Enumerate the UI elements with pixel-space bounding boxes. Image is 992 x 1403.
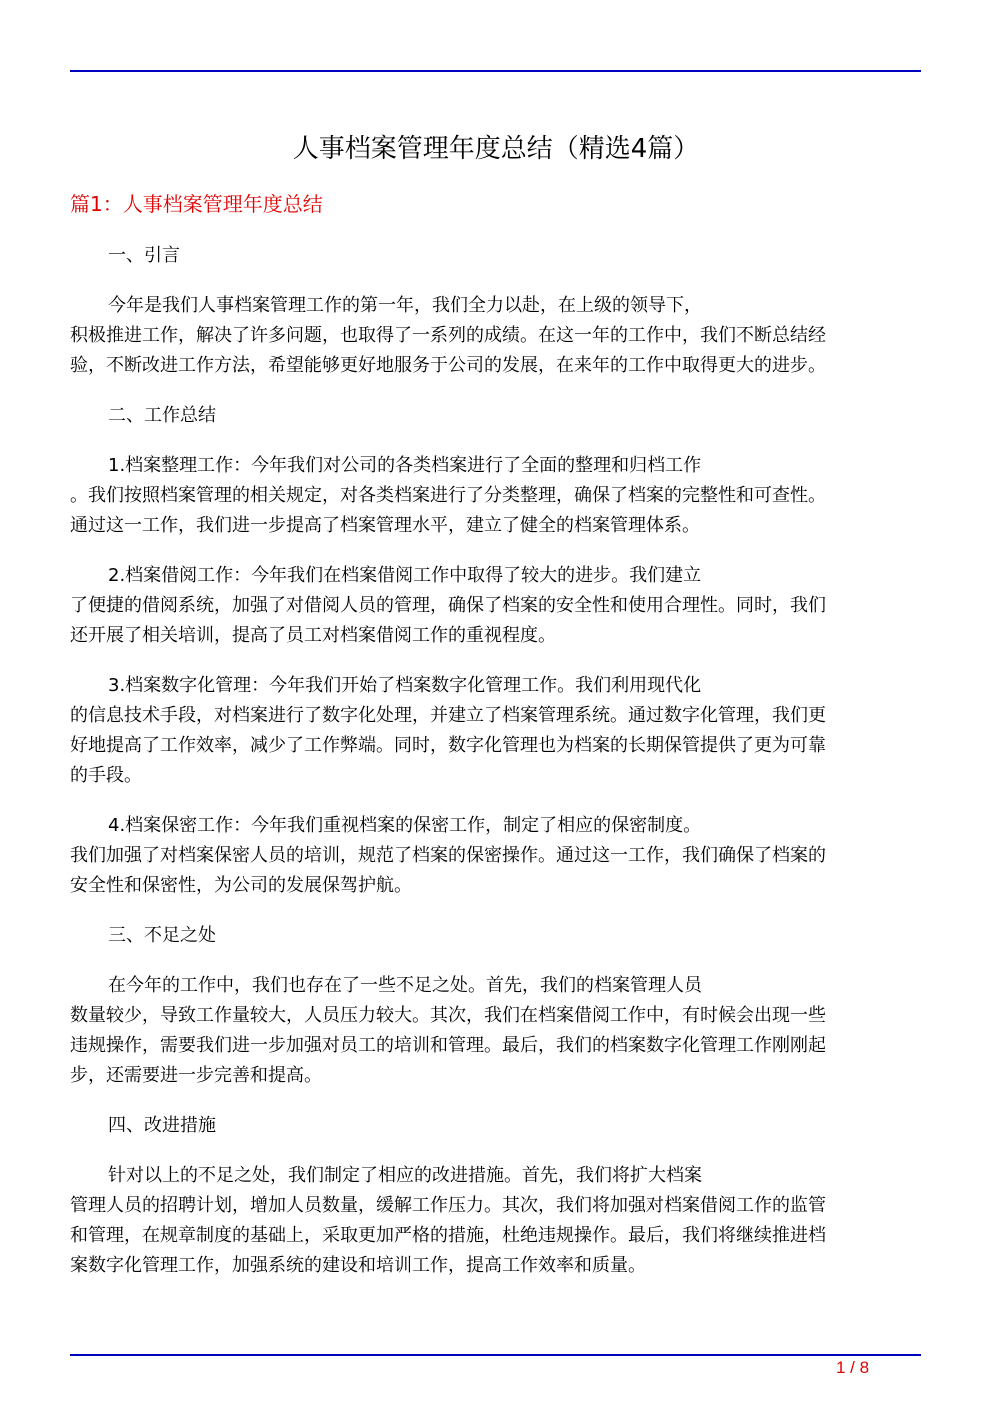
text-line: 的信息技术手段，对档案进行了数字化处理，并建立了档案管理系统。通过数字化管理，我们更 <box>70 705 826 726</box>
paragraph <box>70 291 921 381</box>
text-line: 一、引言 <box>108 245 180 266</box>
subheading <box>70 401 921 431</box>
text-line: 了便捷的借阅系统，加强了对借阅人员的管理，确保了档案的安全性和使用合理性。同时，我们 <box>70 595 826 616</box>
subheading <box>70 241 921 271</box>
text-line: 违规操作，需要我们进一步加强对员工的培训和管理。最后，我们的档案数字化管理工作刚刚起 <box>70 1035 826 1056</box>
text-line: 案数字化管理工作，加强系统的建设和培训工作，提高工作效率和质量。 <box>70 1255 646 1276</box>
paragraph <box>70 811 921 901</box>
text-line: 和管理，在规章制度的基础上，采取更加严格的措施，杜绝违规操作。最后，我们将继续推进档 <box>70 1225 826 1246</box>
text-line: 数量较少，导致工作量较大，人员压力较大。其次，我们在档案借阅工作中，有时候会出现一些 <box>70 1005 826 1026</box>
text-line: 在今年的工作中，我们也存在了一些不足之处。首先，我们的档案管理人员 <box>108 975 702 996</box>
text-line: 管理人员的招聘计划，增加人员数量，缓解工作压力。其次，我们将加强对档案借阅工作的监管 <box>70 1195 826 1216</box>
text-line: 三、不足之处 <box>108 925 216 946</box>
text-line: 还开展了相关培训，提高了员工对档案借阅工作的重视程度。 <box>70 625 556 646</box>
text-line: 我们加强了对档案保密人员的培训，规范了档案的保密操作。通过这一工作，我们确保了档案的 <box>70 845 826 866</box>
text-line: 安全性和保密性，为公司的发展保驾护航。 <box>70 875 412 896</box>
subheading <box>70 1111 921 1141</box>
text-line: 的手段。 <box>70 765 142 786</box>
text-line: 四、改进措施 <box>108 1115 216 1136</box>
text-line: 通过这一工作，我们进一步提高了档案管理水平，建立了健全的档案管理体系。 <box>70 515 700 536</box>
subheading <box>70 921 921 951</box>
text-line: 。我们按照档案管理的相关规定，对各类档案进行了分类整理，确保了档案的完整性和可查性。 <box>70 485 826 506</box>
text-line: 积极推进工作，解决了许多问题，也取得了一系列的成绩。在这一年的工作中，我们不断总结经 <box>70 325 826 346</box>
paragraph <box>70 671 921 791</box>
text-line: 3.档案数字化管理：今年我们开始了档案数字化管理工作。我们利用现代化 <box>108 675 702 696</box>
paragraph <box>70 1161 921 1281</box>
text-line: 2.档案借阅工作：今年我们在档案借阅工作中取得了较大的进步。我们建立 <box>108 565 702 586</box>
paragraph <box>70 971 921 1091</box>
document-body <box>70 241 921 1301</box>
paragraph <box>70 561 921 651</box>
document-title: 人事档案管理年度总结（精选4篇） <box>292 134 700 164</box>
section-heading: 篇1：人事档案管理年度总结 <box>70 192 323 216</box>
text-line: 4.档案保密工作：今年我们重视档案的保密工作，制定了相应的保密制度。 <box>108 815 702 836</box>
text-line: 今年是我们人事档案管理工作的第一年，我们全力以赴，在上级的领导下， <box>108 295 702 316</box>
text-line: 验，不断改进工作方法，希望能够更好地服务于公司的发展，在来年的工作中取得更大的进步。 <box>70 355 826 376</box>
text-line: 1.档案整理工作：今年我们对公司的各类档案进行了全面的整理和归档工作 <box>108 455 702 476</box>
page-number: 1 / 8 <box>836 1358 870 1377</box>
text-line: 步，还需要进一步完善和提高。 <box>70 1065 322 1086</box>
header-rule <box>70 70 921 72</box>
text-line: 好地提高了工作效率，减少了工作弊端。同时，数字化管理也为档案的长期保管提供了更为可靠 <box>70 735 826 756</box>
text-line: 针对以上的不足之处，我们制定了相应的改进措施。首先，我们将扩大档案 <box>108 1165 702 1186</box>
text-line: 二、工作总结 <box>108 405 216 426</box>
paragraph <box>70 451 921 541</box>
footer-rule <box>70 1354 921 1356</box>
